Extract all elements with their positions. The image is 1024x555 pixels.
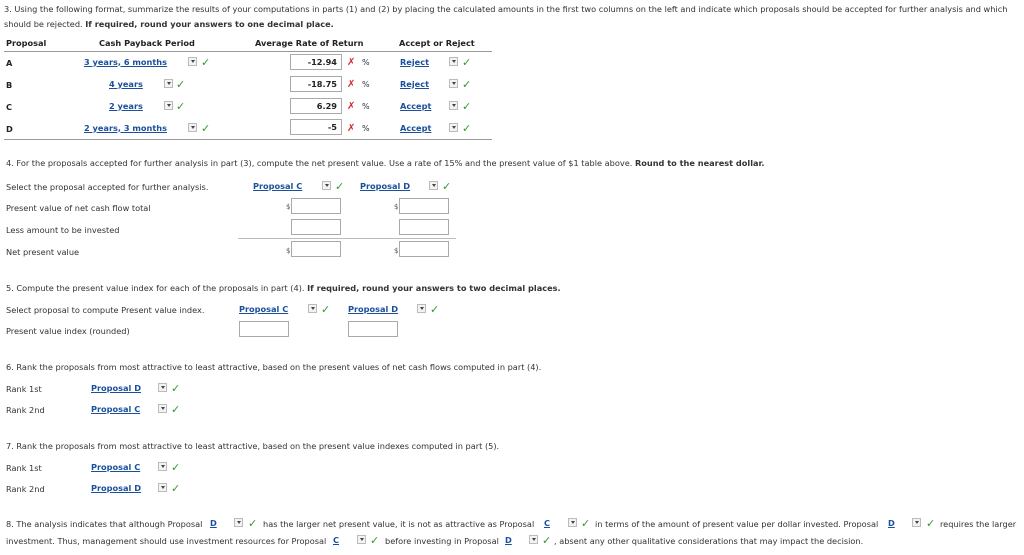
check-icon: ✓ (201, 122, 211, 135)
arr-input-c[interactable]: 6.29 (290, 98, 342, 114)
check-icon: ✓ (176, 78, 186, 91)
check-icon: ✓ (321, 303, 331, 316)
check-icon: ✓ (171, 382, 181, 395)
q4-npv-input-c[interactable] (291, 241, 341, 257)
chevron-down-icon (158, 483, 167, 492)
col-header-arr: Average Rate of Return (255, 38, 364, 48)
check-icon: ✓ (462, 100, 472, 113)
check-icon: ✓ (462, 78, 472, 91)
q7-rank2-select[interactable]: Proposal D (91, 482, 167, 493)
q4-pv-input-c[interactable] (291, 198, 341, 214)
check-icon: ✓ (926, 517, 936, 530)
chevron-down-icon (188, 57, 197, 66)
q4-select-label: Select the proposal accepted for further analysis. (6, 182, 209, 192)
row-label-d: D (6, 124, 13, 134)
arr-input-d[interactable]: -5 (290, 119, 342, 135)
q8-text-3: in terms of the amount of present value per dollar invested. Proposal (595, 519, 879, 529)
payback-select-d[interactable]: 2 years, 3 months (84, 122, 197, 133)
table-bottom-rule (4, 139, 492, 140)
dollar-sign: $ (286, 247, 291, 255)
q5-prompt-emphasis: If required, round your answers to two decimal places. (307, 283, 561, 293)
decision-select-a[interactable]: Reject (400, 56, 458, 67)
check-icon: ✓ (335, 180, 345, 193)
chevron-down-icon (234, 518, 243, 527)
check-icon: ✓ (171, 482, 181, 495)
decision-select-b[interactable]: Reject (400, 78, 458, 89)
q6-rank2-label: Rank 2nd (6, 405, 45, 415)
q4-prompt-emphasis: Round to the nearest dollar. (634, 158, 765, 168)
arr-input-b[interactable]: -18.75 (290, 76, 342, 92)
q4-col2-select[interactable]: Proposal D (360, 180, 438, 191)
check-icon: ✓ (201, 56, 211, 69)
q4-npv-input-d[interactable] (399, 241, 449, 257)
row-label-a: A (6, 58, 13, 68)
q5-prompt: 5. Compute the present value index for each of the proposals in part (4). If required, round your answers to two decimal places. (6, 283, 561, 293)
q5-pvi-label: Present value index (rounded) (6, 326, 130, 336)
check-icon: ✓ (176, 100, 186, 113)
q4-less-input-c[interactable] (291, 219, 341, 235)
chevron-down-icon (449, 101, 458, 110)
chevron-down-icon (529, 535, 538, 544)
q6-rank1-select[interactable]: Proposal D (91, 382, 167, 393)
check-icon: ✓ (462, 56, 472, 69)
chevron-down-icon (449, 57, 458, 66)
chevron-down-icon (417, 304, 426, 313)
q5-col1-select[interactable]: Proposal C (239, 303, 317, 314)
col-header-accept: Accept or Reject (399, 38, 475, 48)
dollar-sign: $ (394, 247, 399, 255)
dollar-sign: $ (394, 203, 399, 211)
row-label-c: C (6, 102, 13, 112)
check-icon: ✓ (430, 303, 440, 316)
q4-less-input-d[interactable] (399, 219, 449, 235)
q8-select-5[interactable]: D (505, 534, 538, 545)
cross-icon: ✗ (347, 123, 356, 134)
cross-icon: ✗ (347, 79, 356, 90)
decision-select-d[interactable]: Accept (400, 122, 458, 133)
q8-select-2[interactable]: C (544, 517, 577, 528)
q4-pv-input-d[interactable] (399, 198, 449, 214)
chevron-down-icon (912, 518, 921, 527)
payback-select-b[interactable]: 4 years (109, 78, 173, 89)
q8-text-1: 8. The analysis indicates that although Proposal (6, 519, 203, 529)
decision-select-c[interactable]: Accept (400, 100, 458, 111)
q6-rank2-select[interactable]: Proposal C (91, 403, 167, 414)
q8-text-6: before investing in Proposal (385, 536, 499, 546)
chevron-down-icon (568, 518, 577, 527)
q4-pv-label: Present value of net cash flow total (6, 203, 151, 213)
q8-text-7: , absent any other qualitative considerations that may impact the decision. (554, 536, 864, 546)
chevron-down-icon (158, 383, 167, 392)
header-divider (4, 51, 492, 52)
percent-sign: % (362, 80, 370, 89)
chevron-down-icon (158, 404, 167, 413)
q4-prompt: 4. For the proposals accepted for further analysis in part (3), compute the net present value. Use a rate of 15% and the present value of $1 table above. Round to the nearest dollar. (6, 158, 765, 168)
q4-less-label: Less amount to be invested (6, 225, 120, 235)
q8-text-4: requires the larger (940, 519, 1017, 529)
q6-prompt: 6. Rank the proposals from most attractive to least attractive, based on the present values of net cash flows computed in part (4). (6, 362, 542, 372)
check-icon: ✓ (171, 403, 181, 416)
q5-col2-select[interactable]: Proposal D (348, 303, 426, 314)
check-icon: ✓ (171, 461, 181, 474)
percent-sign: % (362, 124, 370, 133)
subtotal-rule (238, 238, 456, 239)
chevron-down-icon (357, 535, 366, 544)
q8-text-2: has the larger net present value, it is not as attractive as Proposal (263, 519, 535, 529)
q3-prompt: 3. Using the following format, summarize the results of your computations in parts (1) and (2) by placing the calculated amounts in the first two columns on the left and indicate which proposals should be accepted for further analysis and which should be rejected. If required, round your answers to one decimal place. (4, 4, 1008, 29)
q7-prompt: 7. Rank the proposals from most attractive to least attractive, based on the present value indexes computed in part (5). (6, 441, 500, 451)
q8-text-5: investment. Thus, management should use investment resources for Proposal (6, 536, 327, 546)
check-icon: ✓ (542, 534, 552, 547)
q8-select-3[interactable]: D (888, 517, 921, 528)
arr-input-a[interactable]: -12.94 (290, 54, 342, 70)
check-icon: ✓ (462, 122, 472, 135)
q5-pvi-input-d[interactable] (348, 321, 398, 337)
q4-npv-label: Net present value (6, 247, 80, 257)
row-label-b: B (6, 80, 13, 90)
check-icon: ✓ (442, 180, 452, 193)
percent-sign: % (362, 58, 370, 67)
chevron-down-icon (164, 101, 173, 110)
cross-icon: ✗ (347, 57, 356, 68)
col-header-proposal: Proposal (6, 38, 47, 48)
payback-select-c[interactable]: 2 years (109, 100, 173, 111)
q8-select-1[interactable]: D (210, 517, 243, 528)
chevron-down-icon (158, 462, 167, 471)
q6-rank1-label: Rank 1st (6, 384, 42, 394)
chevron-down-icon (188, 123, 197, 132)
payback-select-a[interactable]: 3 years, 6 months (84, 56, 197, 67)
q5-pvi-input-c[interactable] (239, 321, 289, 337)
cross-icon: ✗ (347, 101, 356, 112)
dollar-sign: $ (286, 203, 291, 211)
chevron-down-icon (449, 79, 458, 88)
check-icon: ✓ (370, 534, 380, 547)
q7-rank1-select[interactable]: Proposal C (91, 461, 167, 472)
chevron-down-icon (449, 123, 458, 132)
chevron-down-icon (164, 79, 173, 88)
q8-select-4[interactable]: C (333, 534, 366, 545)
q4-col1-select[interactable]: Proposal C (253, 180, 331, 191)
check-icon: ✓ (248, 517, 258, 530)
col-header-payback: Cash Payback Period (99, 38, 195, 48)
q7-rank1-label: Rank 1st (6, 463, 42, 473)
q3-prompt-emphasis: If required, round your answers to one decimal place. (85, 19, 334, 29)
chevron-down-icon (429, 181, 438, 190)
chevron-down-icon (308, 304, 317, 313)
q5-select-label: Select proposal to compute Present value index. (6, 305, 205, 315)
chevron-down-icon (322, 181, 331, 190)
check-icon: ✓ (581, 517, 591, 530)
percent-sign: % (362, 102, 370, 111)
q7-rank2-label: Rank 2nd (6, 484, 45, 494)
